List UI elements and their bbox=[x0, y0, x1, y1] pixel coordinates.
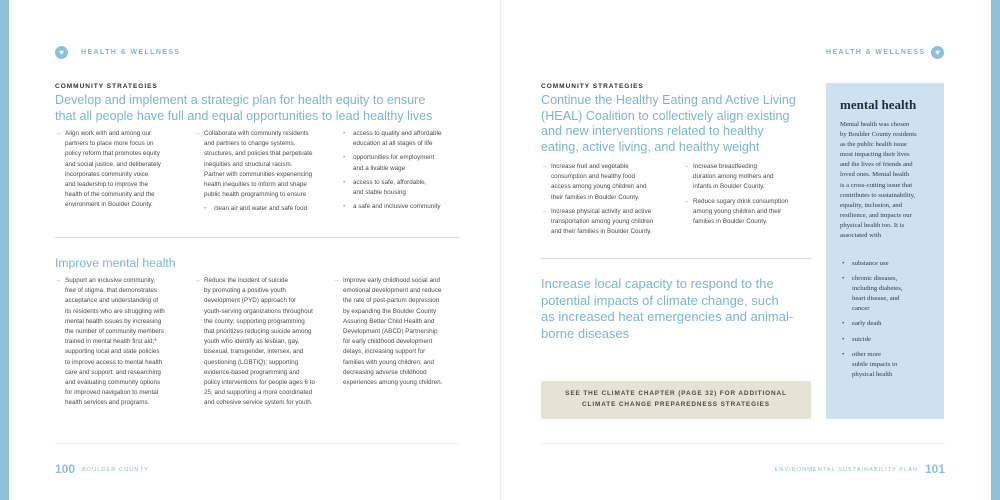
line: Increase fruit and vegetable bbox=[551, 163, 629, 170]
bullet-icon: • bbox=[842, 350, 845, 358]
heart-icon: ♥ bbox=[931, 46, 944, 59]
line: education at all stages of life bbox=[353, 140, 433, 148]
arrow-right-icon: → bbox=[683, 163, 690, 170]
line: the rate of post-partum depression bbox=[343, 297, 440, 305]
line: and the lives of friends and bbox=[840, 161, 913, 169]
list-item bbox=[840, 259, 940, 269]
line: Collaborate with community residents bbox=[204, 130, 309, 137]
header-label-right: HEALTH & WELLNESS bbox=[826, 49, 926, 56]
section-divider bbox=[541, 258, 811, 259]
list-item bbox=[840, 274, 940, 314]
line: decreasing adverse childhood bbox=[343, 368, 427, 376]
page-number: 101 bbox=[924, 462, 945, 476]
line: clean air and water and safe food bbox=[214, 205, 308, 213]
list-item bbox=[541, 207, 676, 238]
bullet-icon: • bbox=[343, 203, 346, 211]
sidebar-title: mental health bbox=[840, 97, 917, 112]
line: acceptance and understanding of bbox=[65, 297, 159, 305]
line: bisexual, transgender, intersex, and bbox=[204, 348, 304, 356]
arrow-right-icon: → bbox=[541, 163, 548, 170]
list-item bbox=[343, 129, 468, 149]
heading-line: eating, active living, and healthy weight bbox=[541, 139, 760, 154]
list-item bbox=[840, 335, 940, 345]
line: their families in Boulder County. bbox=[551, 193, 640, 201]
left-s2-col2 bbox=[194, 276, 334, 413]
left-s2-col3 bbox=[333, 276, 468, 392]
line: is a cross-cutting issue that bbox=[840, 181, 913, 189]
list-item bbox=[840, 319, 940, 329]
left-s1-col2 bbox=[194, 129, 334, 219]
line: policy interventions for people ages 6 to bbox=[204, 379, 315, 387]
line: early death bbox=[852, 320, 882, 328]
line: delays; increasing support for bbox=[343, 348, 426, 356]
list-item bbox=[840, 350, 940, 380]
line: Reduce sugary drink consumption bbox=[693, 197, 789, 205]
line: duration among mothers and bbox=[693, 173, 774, 181]
page-gutter bbox=[500, 0, 501, 500]
section-heading bbox=[541, 93, 821, 155]
page-number: 100 bbox=[55, 462, 76, 476]
line: environment in Boulder County. bbox=[65, 201, 153, 209]
section-heading: Improve mental health bbox=[55, 256, 176, 270]
line: that prioritizes reducing suicide among bbox=[204, 328, 312, 336]
line: suicide bbox=[852, 335, 871, 343]
list-item bbox=[683, 197, 813, 228]
callout-line: CLIMATE CHANGE PREPAREDNESS STRATEGIES bbox=[582, 400, 770, 408]
line: transportation among young children bbox=[551, 218, 654, 226]
right-edge-band bbox=[991, 0, 1000, 500]
line: health services and programs. bbox=[65, 399, 150, 407]
mental-health-sidebar bbox=[826, 83, 944, 419]
list-item bbox=[343, 178, 468, 198]
line: subtle impacts to bbox=[852, 360, 898, 368]
right-s1-col1 bbox=[541, 162, 676, 241]
arrow-right-icon: → bbox=[194, 277, 201, 284]
left-s2-col1 bbox=[55, 276, 190, 413]
line: Align work with and among our bbox=[65, 130, 152, 137]
line: opportunities for employment bbox=[353, 154, 435, 162]
list-item bbox=[683, 162, 813, 193]
bullet-icon: • bbox=[343, 130, 346, 137]
line: and evaluating community options bbox=[65, 379, 161, 387]
heading-line: (HEAL) Coalition to collectively align existing bbox=[541, 108, 790, 123]
line: and leadership to improve the bbox=[65, 181, 148, 189]
line: and cohesive service system for youth. bbox=[204, 399, 313, 407]
footer-divider bbox=[541, 443, 945, 444]
climate-chapter-callout bbox=[541, 381, 811, 419]
line: and stable housing bbox=[353, 189, 406, 197]
right-s1-col2 bbox=[683, 162, 813, 231]
line: as the public health issue bbox=[840, 141, 907, 149]
heading-line: borne diseases bbox=[541, 325, 630, 341]
line: questioning (LGBTIQ); supporting bbox=[204, 358, 299, 366]
line: care and support; and researching bbox=[65, 368, 161, 376]
line: chronic diseases, bbox=[852, 275, 898, 283]
line: access among young children and bbox=[551, 183, 647, 191]
heading-line: Continue the Healthy Eating and Active Living bbox=[541, 93, 796, 107]
line: Support an inclusive community, bbox=[65, 277, 156, 284]
line: mental health issues by increasing bbox=[65, 317, 162, 325]
line: 25; and supporting a more coordinated bbox=[204, 389, 313, 397]
line: a safe and inclusive community bbox=[353, 203, 441, 211]
section-kicker: COMMUNITY STRATEGIES bbox=[55, 83, 158, 90]
heading-line: as increased heat emergencies and animal- bbox=[541, 309, 794, 324]
line: infants in Boulder County. bbox=[693, 183, 765, 191]
list-item bbox=[541, 162, 676, 203]
footer-divider bbox=[55, 443, 459, 444]
line: families with young children; and bbox=[343, 358, 435, 366]
heading-line: that all people have full and equal opportunities to lead healthy lives bbox=[55, 108, 433, 123]
line: development (PYD) approach for bbox=[204, 297, 297, 305]
bullet-icon: • bbox=[842, 320, 845, 328]
section-heading bbox=[55, 93, 495, 124]
line: experiences among young children. bbox=[343, 379, 443, 387]
line: evidence-based programming and bbox=[204, 368, 300, 376]
line: structures, and policies that perpetuate bbox=[204, 150, 313, 158]
line: health inequities to inform and shape bbox=[204, 181, 307, 189]
line: Partner with communities experiencing bbox=[204, 170, 313, 178]
arrow-right-icon: → bbox=[541, 207, 548, 215]
bullet-icon: • bbox=[842, 275, 845, 283]
list-item bbox=[343, 202, 468, 212]
arrow-right-icon: → bbox=[194, 130, 201, 137]
bullet-icon: • bbox=[343, 178, 346, 186]
left-s1-col1 bbox=[55, 129, 185, 215]
arrow-right-icon: → bbox=[683, 197, 690, 205]
line: free of stigma, that demonstrates bbox=[65, 287, 158, 295]
line: the county; supporting programming bbox=[204, 317, 305, 325]
line: for early childhood development bbox=[343, 338, 433, 346]
footer-label: ENVIRONMENTAL SUSTAINABILITY PLAN bbox=[774, 467, 918, 473]
line: by promoting a positive youth bbox=[204, 287, 286, 295]
line: most impacting their lives bbox=[840, 151, 910, 159]
line: policy reform that promotes equity bbox=[65, 150, 160, 158]
line: associated with bbox=[840, 232, 882, 240]
line: health of the community and the bbox=[65, 191, 155, 199]
line: and partners to change systems, bbox=[204, 140, 296, 148]
list-item bbox=[55, 129, 185, 211]
line: incorporates community voice bbox=[65, 170, 149, 178]
section-kicker: COMMUNITY STRATEGIES bbox=[541, 83, 644, 90]
line: heart disease, and bbox=[852, 295, 900, 303]
line: contributes to sustainability, bbox=[840, 191, 916, 199]
list-item bbox=[343, 153, 468, 173]
bullet-icon: • bbox=[343, 154, 346, 162]
line: Reduce the incident of suicide bbox=[204, 277, 289, 284]
line: and social justice, and deliberately bbox=[65, 160, 161, 168]
line: physical health too. It is bbox=[840, 221, 905, 229]
heading-line: Develop and implement a strategic plan for health equity to ensure bbox=[55, 93, 426, 107]
line: substance use bbox=[852, 260, 889, 267]
line: for improved navigation to mental bbox=[65, 389, 159, 397]
header-label-left: HEALTH & WELLNESS bbox=[81, 49, 181, 56]
line: resilience, and impacts our bbox=[840, 211, 912, 219]
line: Improve early childhood social and bbox=[343, 277, 440, 284]
line: its residents who are struggling with bbox=[65, 307, 165, 315]
line: physical health bbox=[852, 370, 893, 378]
line: among young children and their bbox=[693, 207, 782, 215]
section-divider bbox=[55, 237, 459, 238]
line: trained in mental health first aid;* bbox=[65, 338, 157, 346]
bullet-icon: • bbox=[842, 335, 845, 343]
line: public health programming to ensure bbox=[204, 191, 307, 199]
bullet-icon: • bbox=[204, 205, 207, 213]
line: and a livable wage bbox=[353, 164, 406, 172]
line: access to quality and affordable bbox=[353, 130, 442, 137]
left-edge-band bbox=[0, 0, 9, 500]
line: and their families in Boulder County. bbox=[551, 228, 652, 236]
arrow-right-icon: → bbox=[55, 130, 62, 137]
line: Assuring Better Child Health and bbox=[343, 317, 435, 325]
line: by expanding the Boulder County bbox=[343, 307, 437, 315]
list-item bbox=[55, 276, 190, 409]
list-item bbox=[194, 276, 334, 409]
heart-icon: ♥ bbox=[55, 46, 68, 59]
line: Increase physical activity and active bbox=[551, 207, 652, 215]
line: equality, inclusion, and bbox=[840, 201, 902, 209]
line: youth-serving organizations throughout bbox=[204, 307, 313, 315]
callout-text bbox=[541, 381, 811, 410]
sidebar-list bbox=[840, 259, 940, 385]
line: other more bbox=[852, 350, 882, 358]
heading-line: and new interventions related to healthy bbox=[541, 124, 764, 138]
line: consumption and healthy food bbox=[551, 173, 636, 181]
line: loved ones. Mental health bbox=[840, 171, 910, 179]
heading-line: potential impacts of climate change, such bbox=[541, 292, 779, 308]
sidebar-body bbox=[840, 120, 944, 241]
line: partners to place more focus on bbox=[65, 140, 154, 148]
section-heading bbox=[541, 276, 821, 342]
heading-line: Increase local capacity to respond to the bbox=[541, 276, 774, 291]
list-item bbox=[333, 276, 468, 388]
list-item bbox=[194, 129, 334, 200]
line: by Boulder County residents bbox=[840, 131, 917, 139]
line: access to safe, affordable, bbox=[353, 178, 427, 186]
line: Increase breastfeeding bbox=[693, 163, 758, 170]
list-item bbox=[204, 204, 334, 214]
line: Development (ABCD) Partnership bbox=[343, 328, 438, 336]
line: the number of community members bbox=[65, 328, 165, 336]
line: supporting local and state policies bbox=[65, 348, 160, 356]
left-s1-col3 bbox=[343, 129, 468, 216]
line: youth who identify as lesbian, gay, bbox=[204, 338, 300, 346]
arrow-right-icon: → bbox=[55, 277, 62, 284]
line: including diabetes, bbox=[852, 285, 903, 293]
arrow-right-icon: → bbox=[333, 277, 340, 284]
line: cancer bbox=[852, 305, 870, 313]
callout-line: SEE THE CLIMATE CHAPTER (PAGE 32) FOR ADDITIONAL bbox=[565, 390, 787, 397]
line: families in Boulder County. bbox=[693, 218, 768, 226]
line: to improve access to mental health bbox=[65, 358, 163, 366]
footer-label: BOULDER COUNTY bbox=[82, 467, 149, 473]
line: inequities and structural racism. bbox=[204, 160, 293, 168]
line: Mental health was chosen bbox=[840, 121, 910, 128]
line: emotional development and reduce bbox=[343, 287, 442, 295]
bullet-icon: • bbox=[842, 260, 845, 267]
